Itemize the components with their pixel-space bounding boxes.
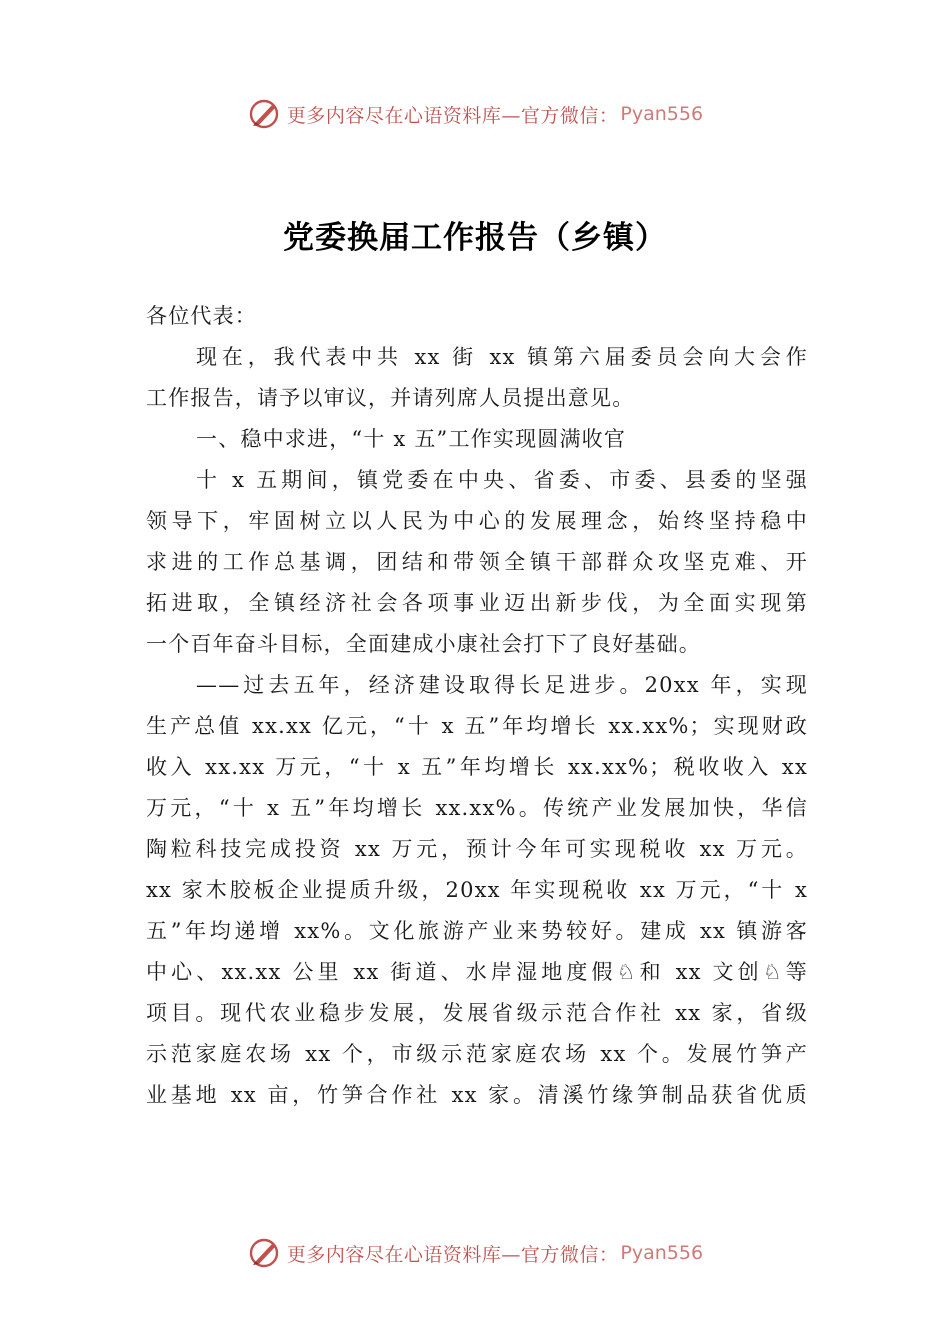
banner-text: 更多内容尽在心语资料库—官方微信： [286,104,619,127]
document-title: 党委换届工作报告（乡镇） [283,220,667,256]
paragraph-line: 陶粒科技完成投资 xx 万元，预计今年可实现税收 xx 万元。 [146,837,808,861]
banner-text: 更多内容尽在心语资料库—官方微信： [286,1243,619,1266]
paragraph-line: 一个百年奋斗目标，全面建成小康社会打下了良好基础。 [146,632,701,656]
paragraph-line: ——过去五年，经济建设取得长足进步。20xx 年，实现 [196,673,808,697]
paragraph-line: 示范家庭农场 xx 个，市级示范家庭农场 xx 个。发展竹笋产 [146,1042,808,1066]
paragraph-line: 拓进取，全镇经济社会各项事业迈出新步伐，为全面实现第 [146,591,808,615]
wechat-id: Pyan556 [620,1242,704,1264]
header-banner [0,94,950,134]
footer-banner [0,1233,950,1273]
paragraph-line: 业基地 xx 亩，竹笋合作社 xx 家。清溪竹缘笋制品获省优质 [146,1083,808,1107]
pen-logo-icon [247,1236,281,1270]
pen-logo-icon [247,97,281,131]
paragraph-line: 十 x 五期间，镇党委在中央、省委、市委、县委的坚强 [196,468,808,492]
salutation: 各位代表： [146,304,257,328]
paragraph-line: xx 家木胶板企业提质升级，20xx 年实现税收 xx 万元，“十 x [146,878,808,902]
wechat-id: Pyan556 [620,103,704,125]
paragraph-line: 收入 xx.xx 万元，“十 x 五”年均增长 xx.xx%；税收收入 xx [146,755,808,779]
paragraph-line: 万元，“十 x 五”年均增长 xx.xx%。传统产业发展加快，华信 [146,796,808,820]
paragraph-line: 求进的工作总基调，团结和带领全镇干部群众攻坚克难、开 [146,550,808,574]
document-body [146,296,808,1116]
section-heading: 一、稳中求进，“十 x 五”工作实现圆满收官 [196,427,627,451]
paragraph-line: 领导下，牢固树立以人民为中心的发展理念，始终坚持稳中 [146,509,808,533]
paragraph-line: 生产总值 xx.xx 亿元，“十 x 五”年均增长 xx.xx%；实现财政 [146,714,808,738]
paragraph-line: 现在，我代表中共 xx 街 xx 镇第六届委员会向大会作 [196,345,808,369]
paragraph-line: 中心、xx.xx 公里 xx 街道、水岸湿地度假♘和 xx 文创♘等 [146,960,808,984]
paragraph-line: 五”年均递增 xx%。文化旅游产业来势较好。建成 xx 镇游客 [146,919,808,943]
paragraph-line: 工作报告，请予以审议，并请列席人员提出意见。 [146,386,635,410]
paragraph-line: 项目。现代农业稳步发展，发展省级示范合作社 xx 家，省级 [146,1001,808,1025]
